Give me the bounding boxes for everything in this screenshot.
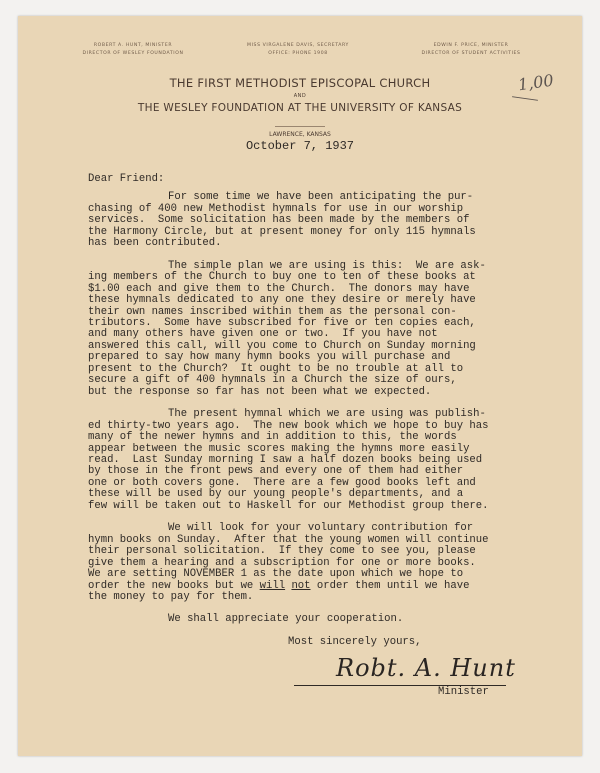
text-line: For some time we have been anticipating the pur- (168, 191, 474, 204)
signature-block (88, 654, 568, 710)
text-line: services. Some solicitation has been made by the members of (88, 214, 470, 227)
text-line: their personal solicitation. If they come to see you, please (88, 545, 476, 558)
text-line: The simple plan we are using is this: We are ask- (168, 259, 486, 272)
text-line: many of the newer hymns and in addition to this, the words (88, 431, 457, 444)
foundation-title: THE WESLEY FOUNDATION AT THE UNIVERSITY OF KANSAS (137, 102, 463, 114)
letterhead-left (58, 42, 208, 58)
text-line: their own names inscribed within them as the personal con- (88, 305, 457, 318)
text-line: these will be used by our young people's departments, and a (88, 488, 464, 501)
church-title: THE FIRST METHODIST EPISCOPAL CHURCH (169, 76, 431, 90)
letterhead-center-phone: OFFICE: PHONE 1908 (268, 51, 328, 56)
text-line: The present hymnal which we are using was publish- (168, 408, 486, 421)
paragraph-2 (88, 261, 568, 398)
paragraph-3 (88, 409, 568, 512)
letter-page (18, 16, 582, 756)
text-line: prepared to say how many hymn books you will purchase and (88, 351, 451, 364)
text-fragment: order them until we have (310, 579, 470, 592)
text-line: the Harmony Circle, but at present money for only 115 hymnals (88, 225, 476, 238)
salutation: Dear Friend: (88, 173, 165, 185)
letter-date: October 7, 1937 (245, 139, 355, 153)
text-line: and many others have given one or two. If you have not (88, 328, 438, 341)
text-line: ing members of the Church to buy one to ten of these books at (88, 271, 476, 284)
handwritten-underline (512, 96, 538, 101)
letterhead-right (396, 42, 546, 58)
text-line: ed thirty-two years ago. The new book which we hope to buy has (88, 419, 489, 432)
text-line: secure a gift of 400 hymnals in a Church the size of ours, (88, 374, 457, 387)
closing-line: We shall appreciate your cooperation. (168, 613, 404, 626)
paragraph-4 (88, 523, 568, 603)
text-line: has been contributed. (88, 237, 222, 250)
letterhead-center (218, 42, 378, 58)
text-line: hymn books on Sunday. After that the young women will continue (88, 533, 489, 546)
text-line: We will look for your voluntary contribution for (168, 522, 474, 535)
text-line: $1.00 each and give them to the Church. The donors may have (88, 282, 470, 295)
text-line: give them a hearing and a subscription for one or more books. (88, 556, 476, 569)
letterhead-right-role: DIRECTOR OF STUDENT ACTIVITIES (421, 51, 521, 56)
text-line: but the response so far has not been what we expected. (88, 385, 432, 398)
text-line: We are setting NOVEMBER 1 as the date upon which we hope to (88, 568, 464, 581)
place: LAWRENCE, KANSAS (269, 131, 331, 138)
text-line: by those in the front pews and every one of them had either (88, 465, 464, 478)
letterhead-left-role: DIRECTOR OF WESLEY FOUNDATION (82, 51, 184, 56)
letterhead-center-name: MISS VIRGALENE DAVIS, SECRETARY (247, 43, 349, 48)
letter-body (88, 174, 568, 710)
text-line: appear between the music scores making the hymns more easily (88, 442, 470, 455)
valediction: Most sincerely yours, (288, 635, 422, 648)
text-line: one or both covers gone. There are a few good books left and (88, 476, 476, 489)
signer-title: Minister (438, 686, 489, 699)
text-fragment: order the new books but we (88, 579, 260, 592)
divider (275, 126, 325, 127)
signature: Robt. A. Hunt (336, 654, 516, 683)
text-line: the money to pay for them. (88, 590, 254, 603)
text-line: chasing of 400 new Methodist hymnals for use in our worship (88, 202, 464, 215)
letterhead-left-name: ROBERT A. HUNT, MINISTER (93, 43, 173, 48)
and-label: AND (293, 93, 307, 99)
text-line: tributors. Some have subscribed for five or ten copies each, (88, 316, 476, 329)
text-line: few will be taken out to Haskell for our Methodist group there. (88, 499, 489, 512)
paragraph-1 (88, 192, 568, 249)
underlined-will: will (259, 579, 286, 592)
text-line: answered this call, will you come to Church on Sunday morning (88, 339, 476, 352)
text-line: present to the Church? It ought to be no trouble at all to (88, 362, 464, 375)
underlined-not: not (291, 579, 311, 592)
text-line: these hymnals dedicated to any one they desire or merely have (88, 294, 476, 307)
handwritten-note: 1,00 (516, 70, 555, 95)
text-line: read. Last Sunday morning I saw a half dozen books being used (88, 453, 483, 466)
letterhead-right-name: EDWIN F. PRICE, MINISTER (433, 43, 509, 48)
